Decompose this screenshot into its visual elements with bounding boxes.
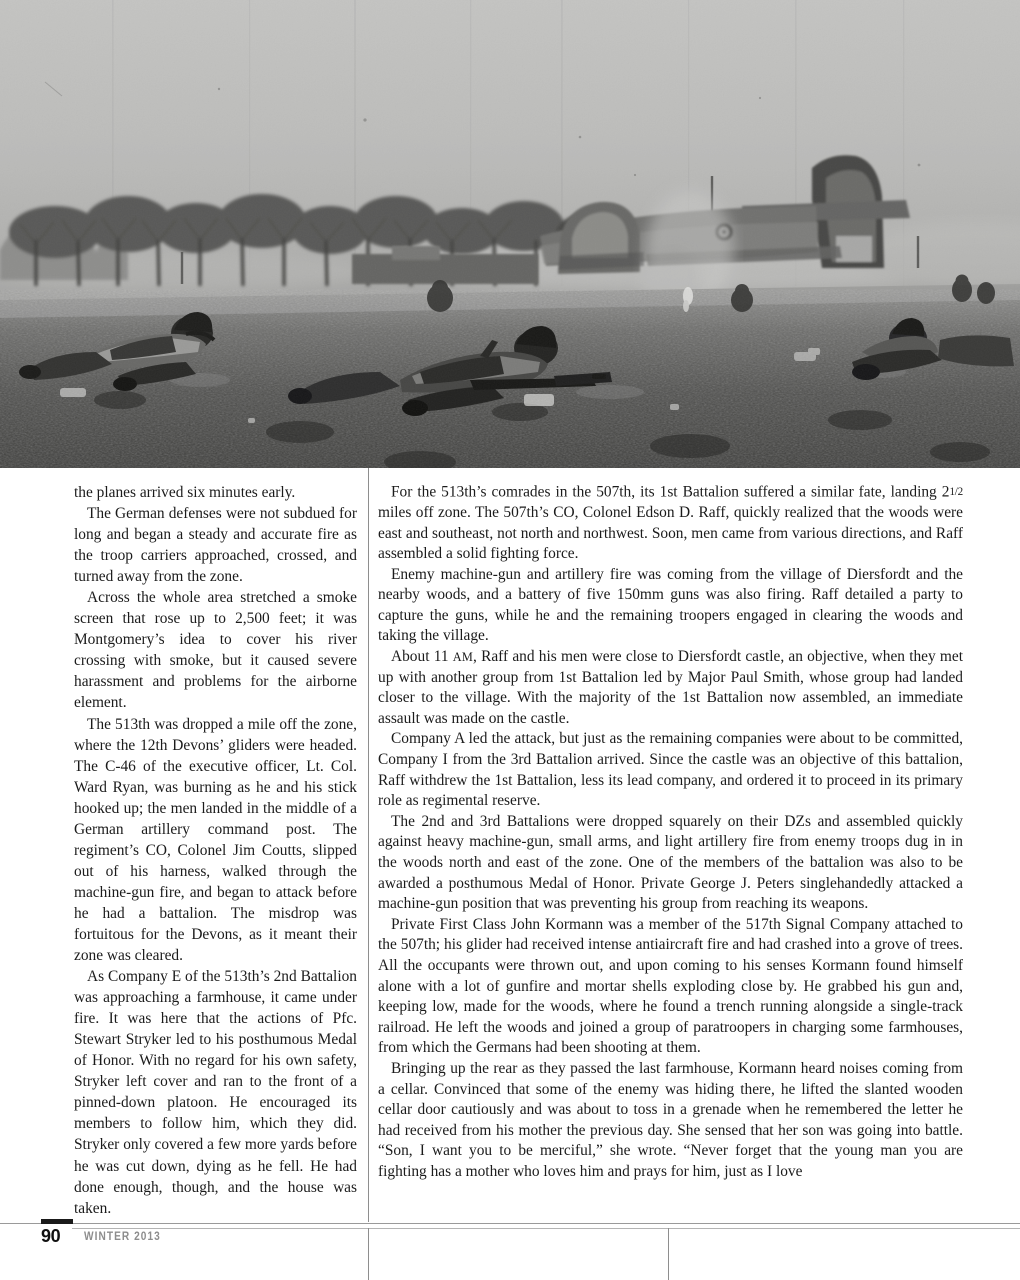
page-number: 90 [41,1226,61,1246]
paragraph: Bringing up the rear as they passed the last farmhouse, Kormann heard noises coming from a cellar. Convinced that some of the enemy was hiding there, he lifted the slanted wooden cellar door cautiously and was about to toss in a grenade when he remembered the letter he had received from his mother the previous day. She sensed that her son was going into battle. “Son, I want you to be merciful,” she wrote. “Never forget that the young man you are fighting has a mother who loves him and prays for him, just as I love [378,1059,963,1180]
paragraph: The German defenses were not subdued for long and began a steady and accurate fire as the troop carriers approached, crossed, and turned away from the zone. [74,505,357,586]
paragraph: Across the whole area stretched a smoke screen that rose up to 2,500 feet; it was Montgomery’s idea to cover his river crossing with smoke, but it caused severe harassment and problems for the airborne element. [74,589,357,712]
page-number-bar [41,1219,73,1224]
footer-rule-primary [0,1223,1020,1224]
photograph-artwork [0,0,1020,468]
article-column-left [74,482,357,1219]
page-footer [0,1218,1020,1280]
article-column-right [378,482,963,1183]
paragraph: Company A led the attack, but just as the remaining companies were about to be committed, Company I from the 3rd Battalion arrived. Since the castle was an objective of this battalion, Raff withdrew the 1st Battalion, less its lead company, and ordered it to proceed in its primary role as regimental reserve. [378,730,963,810]
article-body [0,468,1020,1228]
paragraph: The 2nd and 3rd Battalions were dropped squarely on their DZs and assembled quickly against heavy machine-gun, small arms, and light artillery fire from enemy troops dug in in the woods north and east of the zone. One of the members of the battalion was also to be awarded a posthumous Medal of Honor. Private George J. Peters singlehandedly attacked a machine-gun position that was preventing his group from reaching its weapons. [378,812,963,913]
paragraph: the planes arrived six minutes early. [74,484,296,501]
small-caps-run: AM [452,650,473,665]
article-photograph [0,0,1020,468]
paragraph: Enemy machine-gun and artillery fire was coming from the village of Diersfordt and the nearby woods, and a battery of five 150mm guns was also firing. Raff detailed a party to capture the guns, while he and the remaining troopers engaged in clearing the woods and taking the village. [378,565,963,645]
paragraph: For the 513th’s comrades in the 507th, its 1st Battalion suffered a similar fate, landing 21/2 miles off zone. The 507th’s CO, Colonel Edson D. Raff, quickly realized that the woods were east and southeast, not north and northwest. Soon, men came from various directions, and Raff assembled a solid fighting force. [378,483,963,563]
paragraph: As Company E of the 513th’s 2nd Battalion was approaching a farmhouse, it came under fire. It was here that the actions of Pfc. Stewart Stryker led to his posthumous Medal of Honor. With no regard for his own safety, Stryker left cover and ran to the front of a pinned-down platoon. He encouraged its members to follow him, which they did. Stryker only covered a few more yards before he was cut down, dying as he fell. He had done enough, though, and the house was taken. [74,968,357,1217]
paragraph: About 11 AM, Raff and his men were close to Diersfordt castle, an objective, when they met up with another group from 1st Battalion led by Major Paul Smith, whose group had landed closer to the village. With the majority of the 1st Battalion now assembled, an immediate assault was made on the castle. [378,648,963,727]
footer-divider-rule-center [368,1228,369,1280]
issue-label: WINTER 2013 [84,1231,161,1243]
paragraph: The 513th was dropped a mile off the zone, where the 12th Devons’ gliders were headed. The C-46 of the executive officer, Lt. Col. Ward Ryan, was burning as he and his stick hooked up; the men landed in the middle of a German artillery command post. The regiment’s CO, Colonel Jim Coutts, slipped out of his harness, walked through the machine-gun fire, and began to attack before he had a battalion. The misdrop was fortuitous for the Devons, as it meant their zone was cleared. [74,715,357,965]
footer-divider-rule-right [668,1228,669,1280]
fraction-run: 1/2 [949,486,963,498]
footer-rule-secondary [72,1228,1020,1229]
paragraph: Private First Class John Kormann was a member of the 517th Signal Company attached to the 507th; his glider had received intense antiaircraft fire and had crashed into a grove of trees. All the occupants were thrown out, and upon coming to his senses Kormann found himself alone with a lot of gunfire and mortar shells exploding close by. He grabbed his gun and, keeping low, made for the woods, where he found a trench running alongside a single-track railroad. He left the woods and joined a group of paratroopers in charging some farmhouses, from which the Germans had been shooting at them. [378,915,963,1057]
